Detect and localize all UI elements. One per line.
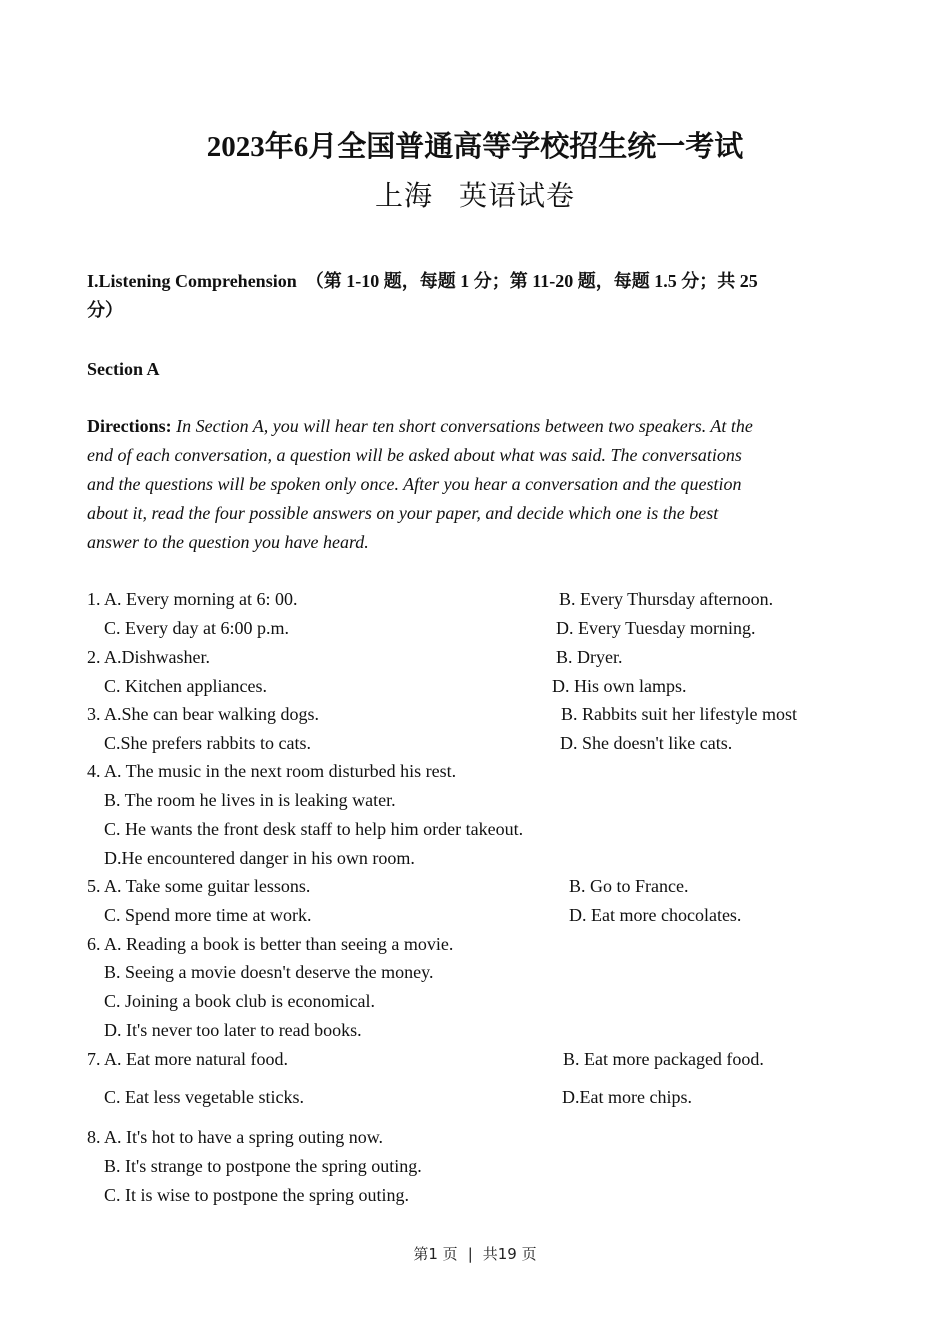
option-7d: D.Eat more chips. <box>562 1087 692 1107</box>
option-5c: C. Spend more time at work. <box>104 905 312 925</box>
option-1d: D. Every Tuesday morning. <box>556 618 756 638</box>
option-7c: C. Eat less vegetable sticks. <box>104 1087 304 1107</box>
option-6c: C. Joining a book club is economical. <box>104 991 375 1011</box>
part-heading <box>87 267 857 325</box>
exam-subject: 英语试卷 <box>459 181 576 212</box>
option-8a: 8. A. It's hot to have a spring outing now. <box>87 1127 384 1147</box>
option-8c: C. It is wise to postpone the spring outing. <box>104 1185 409 1205</box>
part-heading-scoring: （第 1-10 题，每题 1 分；第 11-20 题，每题 1.5 分；共 25 <box>305 271 758 291</box>
directions-line: In Section A, you will hear ten short conversations between two speakers. At the <box>176 416 753 436</box>
option-1b: B. Every Thursday afternoon. <box>559 589 774 609</box>
option-2d: D. His own lamps. <box>552 676 687 696</box>
part-heading-en: I.Listening Comprehension <box>87 271 297 291</box>
exam-subtitle <box>0 174 950 214</box>
option-6d: D. It's never too later to read books. <box>104 1020 362 1040</box>
part-heading-scoring-end: 分） <box>87 300 123 320</box>
directions-line: answer to the question you have heard. <box>87 532 369 552</box>
option-6b: B. Seeing a movie doesn't deserve the money. <box>104 962 434 982</box>
page-footer <box>0 1243 950 1264</box>
page-number: 第1 页 <box>413 1245 458 1263</box>
option-3a: 3. A.She can bear walking dogs. <box>87 704 319 724</box>
option-4d: D.He encountered danger in his own room. <box>104 848 415 868</box>
option-5d: D. Eat more chocolates. <box>569 905 742 925</box>
directions <box>87 412 857 557</box>
directions-line: about it, read the four possible answers on your paper, and decide which one is the best <box>87 503 719 523</box>
option-6a: 6. A. Reading a book is better than seeing a movie. <box>87 934 454 954</box>
exam-title: 2023年6月全国普通高等学校招生统一考试 <box>206 131 744 163</box>
option-2a: 2. A.Dishwasher. <box>87 647 210 667</box>
option-5a: 5. A. Take some guitar lessons. <box>87 876 311 896</box>
footer-separator: | <box>467 1245 473 1263</box>
option-8b: B. It's strange to postpone the spring outing. <box>104 1156 422 1176</box>
option-7a: 7. A. Eat more natural food. <box>87 1049 288 1069</box>
section-title: Section A <box>87 359 160 379</box>
option-7b: B. Eat more packaged food. <box>563 1049 764 1069</box>
option-3b: B. Rabbits suit her lifestyle most <box>561 704 797 724</box>
directions-label: Directions: <box>87 416 172 436</box>
option-5b: B. Go to France. <box>569 876 689 896</box>
option-2b: B. Dryer. <box>556 647 623 667</box>
option-2c: C. Kitchen appliances. <box>104 676 267 696</box>
option-1c: C. Every day at 6:00 p.m. <box>104 618 289 638</box>
option-4b: B. The room he lives in is leaking water. <box>104 790 396 810</box>
option-1a: 1. A. Every morning at 6: 00. <box>87 589 298 609</box>
option-3c: C.She prefers rabbits to cats. <box>104 733 311 753</box>
page-total: 共19 页 <box>482 1245 537 1263</box>
option-4a: 4. A. The music in the next room disturbed his rest. <box>87 761 457 781</box>
exam-place: 上海 <box>374 181 433 212</box>
option-3d: D. She doesn't like cats. <box>560 733 733 753</box>
directions-line: and the questions will be spoken only once. After you hear a conversation and the question <box>87 474 742 494</box>
directions-line: end of each conversation, a question will be asked about what was said. The conversations <box>87 445 742 465</box>
option-4c: C. He wants the front desk staff to help him order takeout. <box>104 819 524 839</box>
